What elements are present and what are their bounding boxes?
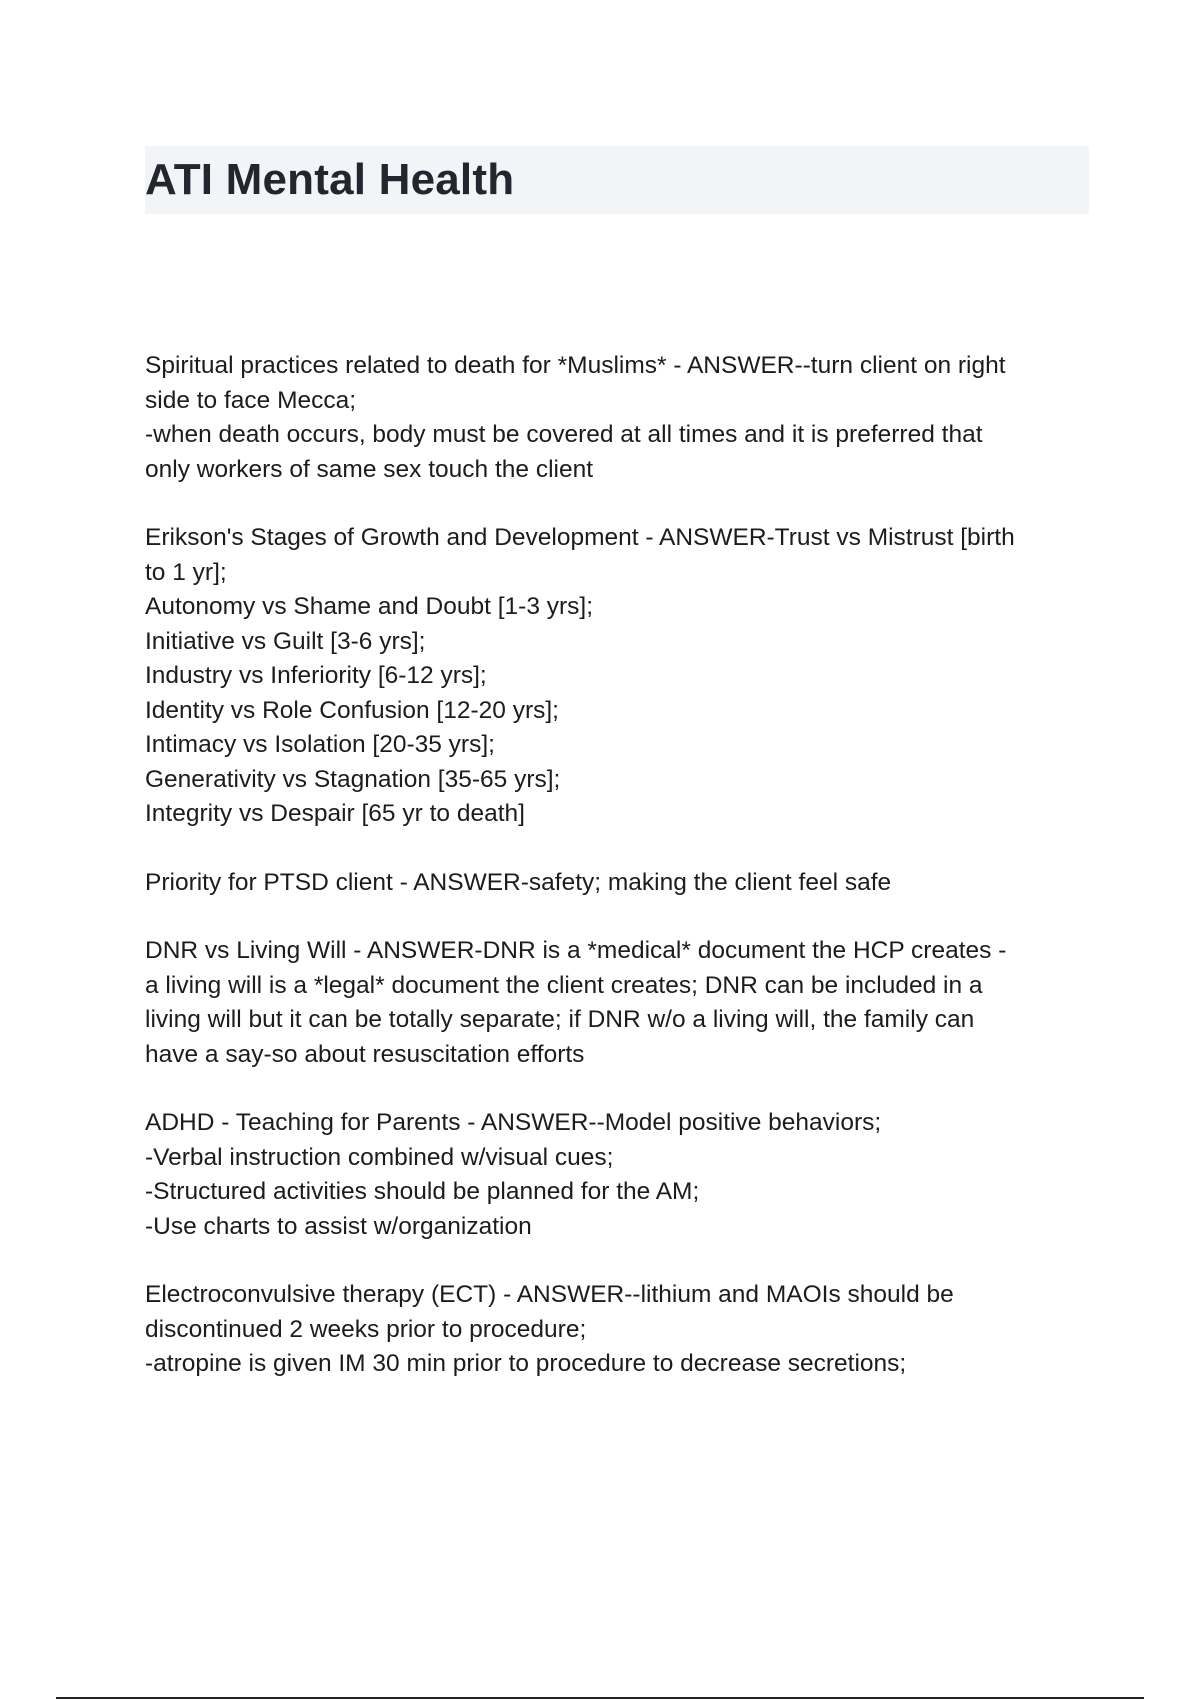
document-body <box>145 349 1095 1416</box>
text-line: -Use charts to assist w/organization <box>145 1212 532 1240</box>
entry-muslim-death-practices <box>145 349 1095 487</box>
text-line: Electroconvulsive therapy (ECT) - ANSWER--lithium and MAOIs should be <box>145 1281 954 1308</box>
text-line: Initiative vs Guilt [3-6 yrs]; <box>145 627 426 655</box>
entry-ect <box>145 1278 1095 1382</box>
text-line: Industry vs Inferiority [6-12 yrs]; <box>145 662 487 689</box>
text-line: Priority for PTSD client - ANSWER-safety; making the client feel safe <box>145 868 892 896</box>
text-line: Identity vs Role Confusion [12-20 yrs]; <box>145 696 559 724</box>
entry-dnr-living-will <box>145 934 1095 1072</box>
text-line: Autonomy vs Shame and Doubt [1-3 yrs]; <box>145 593 594 620</box>
text-line: Erikson's Stages of Growth and Development - ANSWER-Trust vs Mistrust [birth <box>145 524 1015 551</box>
text-line: Integrity vs Despair [65 yr to death] <box>145 800 525 827</box>
text-line: -Structured activities should be planned for the AM; <box>145 1178 700 1205</box>
text-line: only workers of same sex touch the client <box>145 455 594 483</box>
entry-adhd-teaching <box>145 1106 1095 1244</box>
text-line: -when death occurs, body must be covered at all times and it is preferred that <box>145 421 983 448</box>
text-line: side to face Mecca; <box>145 386 357 414</box>
text-line: -atropine is given IM 30 min prior to procedure to decrease secretions; <box>145 1350 907 1377</box>
text-line: DNR vs Living Will - ANSWER-DNR is a *medical* document the HCP creates - <box>145 937 1007 964</box>
text-line: have a say-so about resuscitation efforts <box>145 1040 585 1068</box>
page-title: ATI Mental Health <box>145 155 515 204</box>
text-line: Intimacy vs Isolation [20-35 yrs]; <box>145 731 495 758</box>
entry-ptsd-priority <box>145 866 1095 901</box>
text-line: to 1 yr]; <box>145 558 227 586</box>
text-line: Generativity vs Stagnation [35-65 yrs]; <box>145 765 561 793</box>
text-line: Spiritual practices related to death for *Muslims* - ANSWER--turn client on right <box>145 352 1006 379</box>
text-line: a living will is a *legal* document the client creates; DNR can be included in a <box>145 971 983 999</box>
entry-erikson-stages <box>145 521 1095 832</box>
text-line: -Verbal instruction combined w/visual cues; <box>145 1143 614 1171</box>
text-line: discontinued 2 weeks prior to procedure; <box>145 1315 587 1343</box>
text-line: ADHD - Teaching for Parents - ANSWER--Model positive behaviors; <box>145 1109 882 1136</box>
text-line: living will but it can be totally separate; if DNR w/o a living will, the family can <box>145 1006 975 1033</box>
footer-divider <box>56 1697 1144 1699</box>
